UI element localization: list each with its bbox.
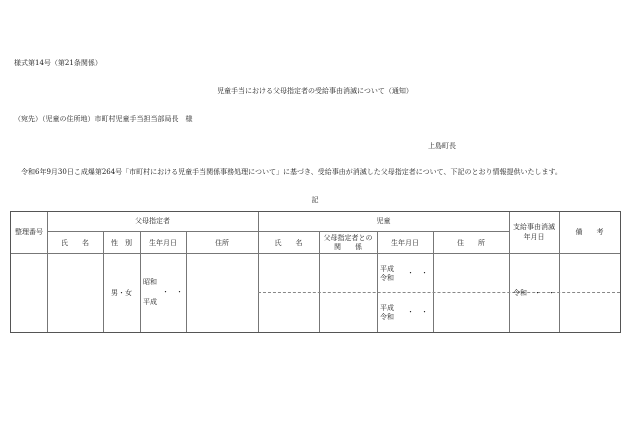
child-relation-header-1: 父母指定者との (323, 234, 373, 242)
child-relation-header-2: 関 係 (334, 243, 362, 251)
parent-name-header: 氏 名 (61, 239, 89, 247)
reason-date-header-1: 支給事由消滅 (513, 223, 555, 231)
document-title: 児童手当における父母指定者の受給事由消滅について（通知） (217, 87, 413, 95)
reason-date-header-2: 年月日 (523, 233, 545, 241)
addressee-line: （宛先）（児童の住所地）市町村児童手当担当部局長 様 (14, 115, 193, 123)
body-paragraph: 令和6年9月30日こ成爆第264号「市町村における児童手当関係事務処理について」に基づき、受給事由が消滅した父母指定者について、下記のとおり情報提供いたします。 (21, 168, 562, 176)
form-number-label: 様式第14号（第21条関係） (14, 59, 102, 67)
sender-name: 上島町長 (428, 142, 456, 150)
table-divider (258, 212, 259, 332)
parent-era-heisei: 平成 (143, 298, 157, 306)
seiri-number-header: 整理番号 (15, 228, 43, 236)
table-divider (47, 212, 48, 332)
remarks-header: 備 考 (575, 228, 604, 236)
child1-date-dots: ・ ・ (407, 269, 428, 277)
child-birth-header: 生年月日 (391, 239, 419, 247)
table-divider (11, 253, 620, 254)
row-dashed-divider (258, 292, 620, 293)
child2-era-heisei: 平成 (380, 304, 394, 312)
parent-address-header: 住所 (215, 239, 229, 247)
parent-sex-value: 男・女 (111, 289, 132, 297)
child1-era-heisei: 平成 (380, 265, 394, 273)
child1-era-reiwa: 令和 (380, 274, 394, 282)
reason-date-value: 令和 ・ ・ (513, 289, 555, 297)
child-group-header: 児童 (376, 217, 391, 225)
parent-birth-header: 生年月日 (149, 239, 177, 247)
parent-era-showa: 昭和 (143, 278, 157, 286)
ki-heading: 記 (311, 196, 319, 204)
table-divider (47, 231, 509, 232)
child2-date-dots: ・ ・ (407, 308, 428, 316)
child-address-header: 住 所 (457, 239, 485, 247)
parent-sex-header: 性 別 (111, 239, 132, 247)
child2-era-reiwa: 令和 (380, 313, 394, 321)
parent-group-header: 父母指定者 (135, 217, 170, 225)
information-table (10, 211, 621, 333)
child-name-header: 氏 名 (274, 239, 303, 247)
parent-date-dots: ・ ・ (162, 288, 183, 296)
